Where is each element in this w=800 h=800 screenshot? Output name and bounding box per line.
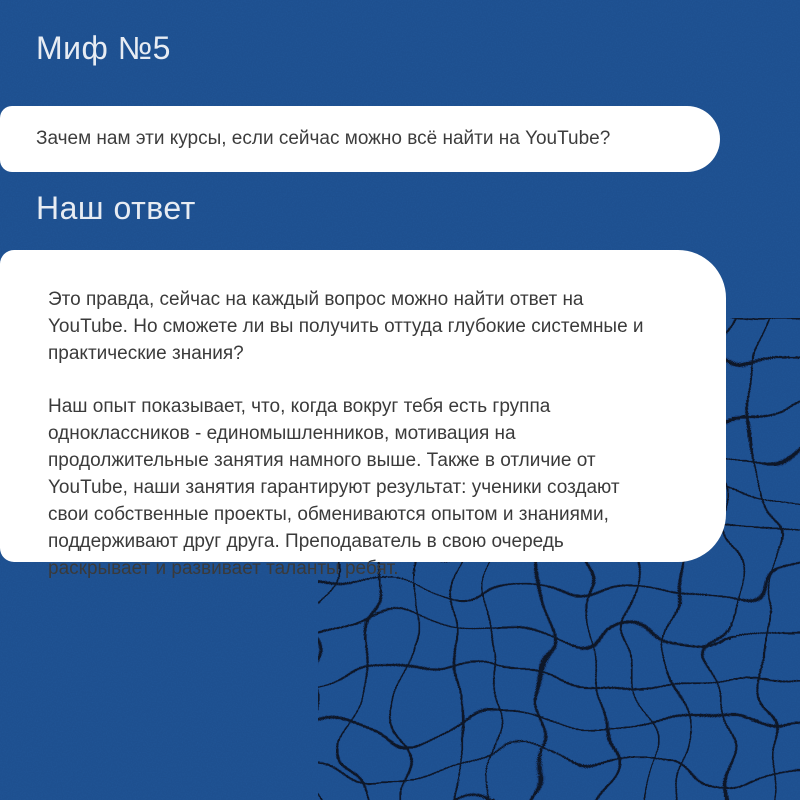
myth-number-heading: Миф №5 xyxy=(36,30,171,66)
answer-card xyxy=(0,250,726,579)
answer-paragraph-2: Наш опыт показывает, что, когда вокруг тебя есть группа одноклассников - единомышленников, мотивация на продолжительные занятия намного выше. Также в отличие от YouTube, наши занятия гарантируют результат: ученики создают свои собственные проекты, обмениваются опытом и знаниями, поддерживают друг друга. Преподаватель в свою очередь раскрывает и развивает таланты ребят. xyxy=(48,396,620,579)
answer-paragraph-1: Это правда, сейчас на каждый вопрос можно найти ответ на YouTube. Но сможете ли вы получить оттуда глубокие системные и практические знания? xyxy=(48,289,644,364)
answer-heading: Наш ответ xyxy=(36,190,196,226)
question-pill xyxy=(0,106,720,172)
question-text: Зачем нам эти курсы, если сейчас можно всё найти на YouTube? xyxy=(36,128,611,149)
